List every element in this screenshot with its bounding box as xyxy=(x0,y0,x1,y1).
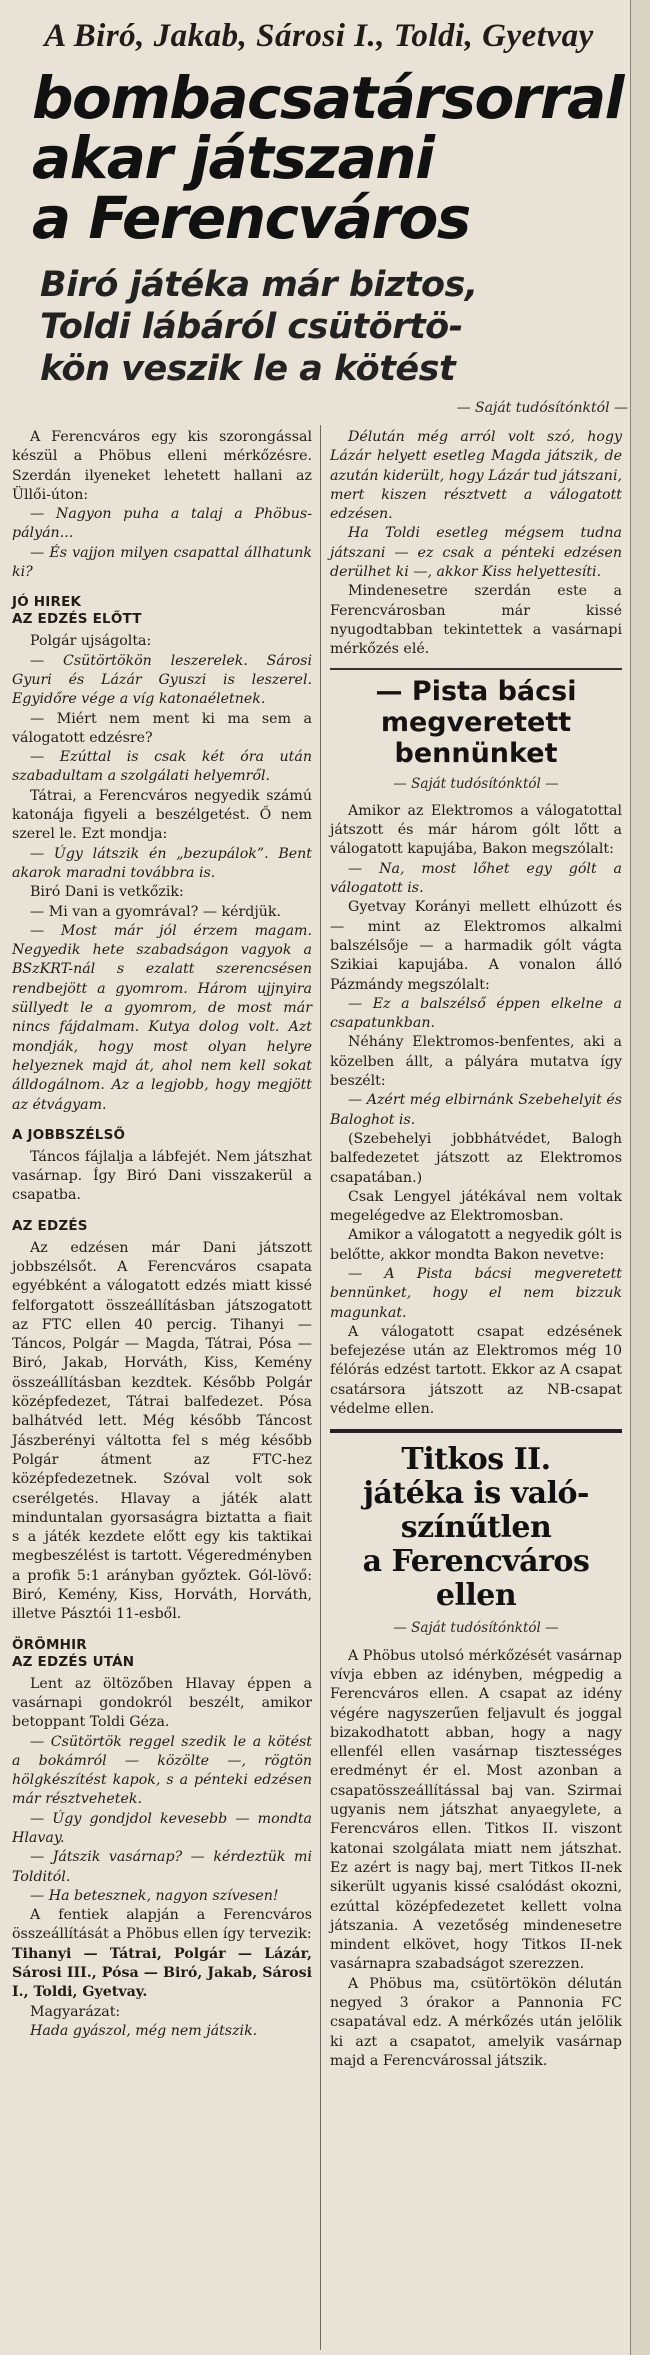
headline-line: a Ferencváros xyxy=(362,1544,590,1580)
paragraph: A Phöbus utolsó mérkőzését vasárnap vívja ebben az idényben, mégpedig a Ferencváros ellen. A csapat az idény végére nagyszerűen feljavult és joggal bizakodhatott abban, hogy a nagy ellenfél ellen vasárnap tisztességes eredményt ér el. Most azonban a csapatösszeállítással baj van. Szirmai ugyanis nem játszhat anyaegylete, a Ferencváros ellen. Titkos II. viszont katonai szolgálata miatt nem játszhat. Ez azért is nagy baj, mert Titkos II-nek sikerült ugyanis kissé csalódást okozni, ezúttal középfedezetet kellett volna játszania. A vezetőség mindenesetre mindent elkövet, hogy Titkos II-nek vasárnapra szabadságot szerezzen. xyxy=(330,1647,622,1973)
paragraph: A Ferencváros egy kis szorongással készül a Phöbus elleni mérkőzésre. Szerdán ilyeneket lehetett hallani az Üllői-úton: xyxy=(12,429,312,503)
paragraph: — Ezúttal is csak két óra után szabadultam a szolgálati helyemről. xyxy=(12,749,312,785)
headline-line: játéka is való- xyxy=(363,1476,589,1512)
paragraph: Biró Dani is vetkőzik: xyxy=(30,884,184,901)
subhead-line: Toldi lábáról csütörtö- xyxy=(40,307,463,347)
headline-line: ellen xyxy=(435,1578,517,1614)
section-heading-line: AZ EDZÉS ELŐTT xyxy=(12,611,142,628)
byline: — Saját tudósítónktól — xyxy=(393,1620,559,1637)
paragraph: Polgár ujságolta: xyxy=(30,633,152,650)
paragraph: — Miért nem ment ki ma sem a válogatott edzésre? xyxy=(12,710,312,746)
paragraph: Táncos fájlalja a lábfejét. Nem játszhat vasárnap. Így Biró Dani visszakerül a csapatba. xyxy=(12,1148,312,1204)
headline-line: Titkos II. xyxy=(401,1442,551,1478)
paragraph: Néhány Elektromos-benfentes, aki a közelben állt, a pályára mutatva így beszélt: xyxy=(330,1034,622,1090)
main-headline xyxy=(32,64,632,252)
section-heading-line: AZ EDZÉS UTÁN xyxy=(12,1653,135,1670)
section-heading-line: AZ EDZÉS xyxy=(12,1217,88,1234)
paragraph: — Nagyon puha a talaj a Phöbus-pályán... xyxy=(12,506,312,542)
paragraph: — Játszik vasárnap? — kérdeztük mi Tolditól. xyxy=(12,1849,312,1885)
paragraph: — Na, most lőhet egy gólt a válogatott is. xyxy=(330,860,622,897)
paragraph: — Csütörtökön leszerelek. Sárosi Gyuri és Lázár Gyuszi is leszerel. Egyidőre vége a víg katonaéletnek. xyxy=(12,652,312,708)
article3-headline xyxy=(330,1443,622,1613)
headline-line: bennünket xyxy=(394,737,558,769)
paragraph: Hada gyászol, még nem játszik. xyxy=(30,2022,258,2039)
paragraph: A válogatott csapat edzésének befejezése után az Elektromos még 10 félórás edzést tartott. Ekkor az A csapat csatársora játszott az NB-csapat védelme ellen. xyxy=(330,1323,622,1418)
subhead-line: kön veszik le a kötést xyxy=(40,349,456,389)
paragraph: A Phöbus ma, csütörtökön délután negyed 3 órakor a Pannonia FC csapatával edz. A mérkőzés után jelölik ki azt a csapatot, amelyik vasárnap majd a Ferencvárossal játszik. xyxy=(330,1975,622,2069)
headline-line: akar játszani xyxy=(32,124,434,192)
article-separator xyxy=(330,1429,622,1433)
paragraph: Csak Lengyel játékával nem voltak megelégedve az Elektromosban. xyxy=(330,1188,622,1225)
paragraph: — Úgy gondjdol kevesebb — mondta Hlavay. xyxy=(12,1810,312,1846)
left-column xyxy=(12,428,312,2041)
paragraph: Gyetvay Korányi mellett elhúzott és — mint az Elektromos alkalmi balszélsője — a harmadik gólt vágta Szikiai kapujába. A vonalon álló Pázmándy megszólalt: xyxy=(330,899,622,993)
paragraph: — Úgy látszik én „bezupálok”. Bent akarok maradni továbbra is. xyxy=(12,845,312,881)
paragraph: — Azért még elbirnánk Szebehelyit és Baloghot is. xyxy=(330,1092,623,1128)
article2-headline xyxy=(330,676,622,769)
subhead-line: Biró játéka már biztos, xyxy=(40,265,478,305)
headline-line: bombacsatársorral xyxy=(32,64,624,132)
paragraph: Délután még arról volt szó, hogy Lázár helyett esetleg Magda játszik, de azután kiderült, hogy Lázár tud játszani, mert kiszen résztvett a válogatott edzésen. xyxy=(330,429,622,523)
column-divider xyxy=(320,425,321,2350)
paragraph: (Szebehelyi jobbhátvédet, Balogh balfedezetet játszott az Elektromos csapatában.) xyxy=(330,1130,622,1186)
paragraph: Ha Toldi esetleg mégsem tudna játszani — ez csak a pénteki edzésen derülhet ki —, akkor Kiss helyettesíti. xyxy=(330,525,622,581)
section-heading xyxy=(12,1218,312,1235)
kicker-line: A Biró, Jakab, Sárosi I., Toldi, Gyetvay xyxy=(44,18,594,54)
paragraph: — És vajjon milyen csapattal állhatunk ki? xyxy=(12,544,312,581)
section-heading xyxy=(12,1127,312,1144)
paragraph: Az edzésen már Dani játszott jobbszélsőt. A Ferencváros csapata egyébként a válogatott edzés miatt kissé felforgatott összeállításban játszogatott az FTC ellen 40 percig. Tihanyi — Táncos, Polgár — Magda, Tátrai, Pósa — Biró, Jakab, Horváth, Kiss, Kemény összeállításban kezdtek. Később Polgár középfedezet, Tátrai balfedezet. Pósa balhátvéd lett. Még később Táncost Jászberényi váltotta fel s még később Polgár átment az FTC-hez középfedezetnek. Szóval volt sok cserélgetés. Hlavay a játék alatt minduntalan gyorsaságra biztatta a fiait s a játék kezdete előtt egy kis taktikai megbeszélést is tartott. Végeredményben a profik 5:1 arányban győztek. Gól-lövő: Biró, Kemény, Kiss, Horváth, Horváth, illetve Pásztói 11-esből. xyxy=(12,1239,312,1623)
section-heading xyxy=(12,594,312,628)
subheadline xyxy=(40,264,630,390)
paragraph: — Mi van a gyomrával? — kérdjük. xyxy=(30,903,282,920)
paragraph: Amikor az Elektromos a válogatottal játszott és már három gólt lőtt a válogatott kapujába, Bakon megszólalt: xyxy=(330,802,622,858)
paragraph: Amikor a válogatott a negyedik gólt is belőtte, akkor mondta Bakon nevetve: xyxy=(330,1227,622,1263)
byline: — Saját tudósítónktól — xyxy=(393,775,559,792)
paragraph: Tátrai, a Ferencváros negyedik számú katonája figyeli a beszélgetést. Ő nem szerel le. Ezt mondja: xyxy=(12,787,312,843)
section-heading-line: JÓ HIREK xyxy=(12,594,82,611)
section-heading-line: ÖRÖMHIR xyxy=(12,1636,87,1653)
paragraph: — Most már jól érzem magam. Negyedik hete szabadságon vagyok a BSzKRT-nál s ezalatt szerencsésen rendbejött a gyomrom. Három ujjnyira süllyedt le a gyomrom, de most már nincs fájdalmam. Kutya dolog volt. Azt mondják, hogy most olyan helyre helyeznek majd át, ahol nem kell sokat álldogálnom. Az a legjobb, hogy megjött az étvágyam. xyxy=(12,922,312,1113)
paragraph: Magyarázat: xyxy=(30,2003,121,2020)
section-heading-line: A JOBBSZÉLSŐ xyxy=(12,1126,126,1143)
paragraph: A fentiek alapján a Ferencváros összeállítását a Phöbus ellen így tervezik: xyxy=(12,1907,312,1943)
paragraph: — Csütörtök reggel szedik le a kötést a bokámról — közölte —, rögtön hölgkészítést kapok, s a pénteki edzésen már résztvehetek. xyxy=(12,1733,312,1808)
right-column xyxy=(330,428,622,2071)
paragraph: — A Pista bácsi megveretett bennünket, hogy el nem bizzuk magunkat. xyxy=(330,1265,622,1321)
headline-line: a Ferencváros xyxy=(32,184,470,252)
article-separator xyxy=(330,668,622,670)
headline-line: megveretett xyxy=(380,706,572,738)
section-heading xyxy=(12,1637,312,1671)
adjacent-page-edge xyxy=(630,0,650,2355)
headline-line: színűtlen xyxy=(400,1510,552,1546)
headline-line: — Pista bácsi xyxy=(375,675,577,707)
lineup-paragraph: Tihanyi — Tátrai, Polgár — Lázár, Sárosi III., Pósa — Biró, Jakab, Sárosi I., Toldi, Gyetvay. xyxy=(12,1945,312,2001)
paragraph: — Ez a balszélső éppen elkelne a csapatunkban. xyxy=(330,995,622,1032)
paragraph: — Ha betesznek, nagyon szívesen! xyxy=(30,1887,279,1904)
paragraph: Mindenesetre szerdán este a Ferencvárosban már kissé nyugodtabban tekintettek a vasárnapi mérkőzés elé. xyxy=(330,583,622,658)
paragraph: Lent az öltözőben Hlavay éppen a vasárnapi gondokról beszélt, amikor betoppant Toldi Géza. xyxy=(12,1675,312,1731)
byline: — Saját tudósítónktól — xyxy=(456,400,628,416)
